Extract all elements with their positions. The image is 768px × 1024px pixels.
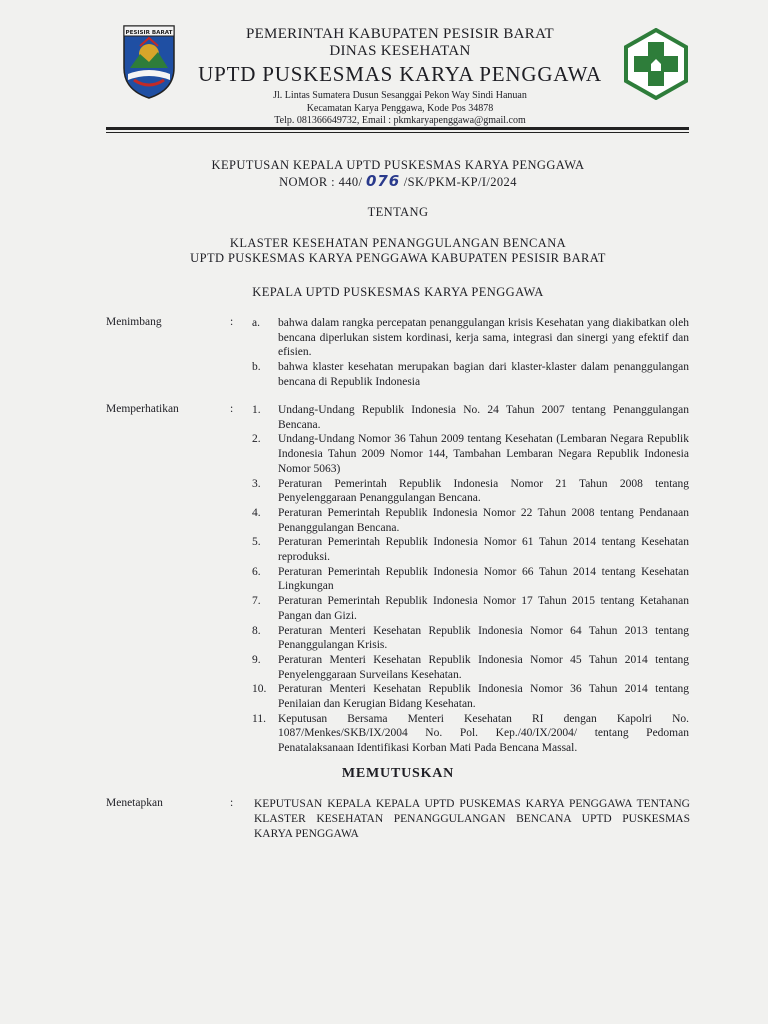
item-text: Peraturan Pemerintah Republik Indonesia Nomor 21 Tahun 2008 tentang Penyelenggaraan Penanggulangan Bencana. bbox=[278, 477, 689, 505]
colon: : bbox=[230, 316, 234, 328]
list-item bbox=[252, 506, 689, 535]
tentang-heading: TENTANG bbox=[367, 205, 429, 219]
subject-line: KLASTER KESEHATAN PENANGGULANGAN BENCANA bbox=[229, 236, 567, 250]
item-marker: a. bbox=[252, 317, 260, 329]
menimbang-list bbox=[252, 316, 689, 390]
list-item bbox=[252, 682, 689, 711]
menetapkan-label: Menetapkan bbox=[106, 797, 163, 809]
health-cross-icon bbox=[620, 28, 692, 100]
item-marker: 4. bbox=[252, 506, 261, 519]
menimbang-label: Menimbang bbox=[106, 316, 162, 328]
list-item bbox=[252, 360, 689, 389]
item-text: Peraturan Menteri Kesehatan Republik Indonesia Nomor 36 Tahun 2014 tentang Penilaian dan Kerugian Bidang Kesehatan. bbox=[278, 683, 689, 711]
number-prefix: NOMOR : 440/ bbox=[279, 175, 363, 189]
list-item bbox=[252, 316, 689, 360]
item-marker: 7. bbox=[252, 595, 261, 608]
item-text: bahwa klaster kesehatan merupakan bagian dari klaster-klaster dalam penanggulangan bencana di Republik Indonesia bbox=[278, 361, 689, 388]
letterhead-rule bbox=[106, 132, 689, 133]
institution-name: UPTD PUSKESMAS KARYA PENGGAWA bbox=[198, 62, 602, 86]
item-text: Peraturan Menteri Kesehatan Republik Indonesia Nomor 45 Tahun 2014 tentang Penyelenggaraan Surveilans Kesehatan. bbox=[278, 653, 689, 681]
menetapkan-text: KEPUTUSAN KEPALA KEPALA UPTD PUSKEMAS KARYA PENGGAWA TENTANG KLASTER KESEHATAN PENANGGULANGAN BENCANA UPTD PUSKESMAS KARYA PENGGAWA bbox=[254, 798, 690, 840]
list-item bbox=[252, 403, 689, 432]
list-item bbox=[252, 653, 689, 682]
address-line: Kecamatan Karya Penggawa, Kode Pos 34878 bbox=[306, 102, 494, 114]
item-marker: 6. bbox=[252, 565, 261, 578]
contact-line: Telp. 081366649732, Email : pkmkaryapenggawa@gmail.com bbox=[274, 115, 526, 126]
item-marker: 10. bbox=[252, 683, 267, 696]
memperhatikan-label: Memperhatikan bbox=[106, 403, 179, 415]
letterhead-rule bbox=[106, 127, 689, 130]
government-name: PEMERINTAH KABUPATEN PESISIR BARAT bbox=[245, 26, 555, 42]
item-marker: 3. bbox=[252, 477, 261, 490]
list-item bbox=[252, 535, 689, 564]
handwritten-number: 076 bbox=[365, 172, 401, 190]
item-marker: 11. bbox=[252, 712, 266, 725]
item-text: Undang-Undang Republik Indonesia No. 24 Tahun 2007 tentang Penanggulangan Bencana. bbox=[278, 404, 689, 431]
decree-title: KEPUTUSAN KEPALA UPTD PUSKESMAS KARYA PENGGAWA bbox=[211, 158, 585, 172]
list-item bbox=[252, 594, 689, 623]
item-text: Peraturan Pemerintah Republik Indonesia Nomor 66 Tahun 2014 tentang Kesehatan Lingkungan bbox=[278, 565, 689, 593]
item-marker: 2. bbox=[252, 433, 261, 446]
address-line: Jl. Lintas Sumatera Dusun Sesanggai Pekon Way Sindi Hanuan bbox=[273, 90, 527, 101]
emblem-text: PESISIR BARAT bbox=[125, 30, 173, 36]
list-item bbox=[252, 712, 689, 756]
department-name: DINAS KESEHATAN bbox=[329, 43, 471, 59]
item-text: bahwa dalam rangka percepatan penanggulangan krisis Kesehatan yang diakibatkan oleh bencana diperlukan sistem kordinasi, kerja sama, integrasi dan sinergi yang efektif dan efisien. bbox=[278, 317, 689, 359]
letterhead bbox=[180, 26, 620, 128]
item-text: Peraturan Pemerintah Republik Indonesia Nomor 61 Tahun 2014 tentang Kesehatan reproduksi. bbox=[278, 536, 689, 564]
item-text: Undang-Undang Nomor 36 Tahun 2009 tentang Kesehatan (Lembaran Negara Republik Indonesia Tahun 2009 Nomor 144, Tambahan Lembaran Negara Republik Indonesia Nomor 5063) bbox=[278, 433, 689, 475]
item-text: Keputusan Bersama Menteri Kesehatan RI dengan Kapolri No. 1087/Menkes/SKB/IX/2004 No. Pol. Kep./40/IX/2004/ tentang Pedoman Penatalaksanaan Identifikasi Korban Mati Pada Bencana Massal. bbox=[278, 712, 689, 755]
item-marker: 1. bbox=[252, 404, 261, 416]
list-item bbox=[252, 624, 689, 653]
item-text: Peraturan Menteri Kesehatan Republik Indonesia Nomor 64 Tahun 2013 tentang Penanggulangan Krisis. bbox=[278, 624, 689, 652]
item-text: Peraturan Pemerintah Republik Indonesia Nomor 22 Tahun 2008 tentang Pendanaan Penanggulangan Bencana. bbox=[278, 506, 689, 534]
list-item bbox=[252, 432, 689, 476]
memutuskan-heading: MEMUTUSKAN bbox=[341, 766, 455, 781]
memperhatikan-list bbox=[252, 403, 689, 756]
list-item bbox=[252, 477, 689, 506]
item-marker: b. bbox=[252, 361, 261, 374]
official-title: KEPALA UPTD PUSKESMAS KARYA PENGGAWA bbox=[252, 285, 544, 299]
list-item bbox=[252, 565, 689, 594]
colon: : bbox=[230, 797, 234, 809]
decree-number bbox=[100, 172, 696, 190]
item-marker: 9. bbox=[252, 653, 261, 666]
item-text: Peraturan Pemerintah Republik Indonesia Nomor 17 Tahun 2015 tentang Ketahanan Pangan dan Gizi. bbox=[278, 595, 689, 622]
item-marker: 8. bbox=[252, 624, 261, 637]
item-marker: 5. bbox=[252, 536, 261, 549]
subject-line: UPTD PUSKESMAS KARYA PENGGAWA KABUPATEN PESISIR BARAT bbox=[190, 251, 606, 265]
number-suffix: /SK/PKM-KP/I/2024 bbox=[403, 175, 517, 189]
regency-emblem-icon bbox=[120, 24, 178, 100]
colon: : bbox=[230, 403, 234, 415]
